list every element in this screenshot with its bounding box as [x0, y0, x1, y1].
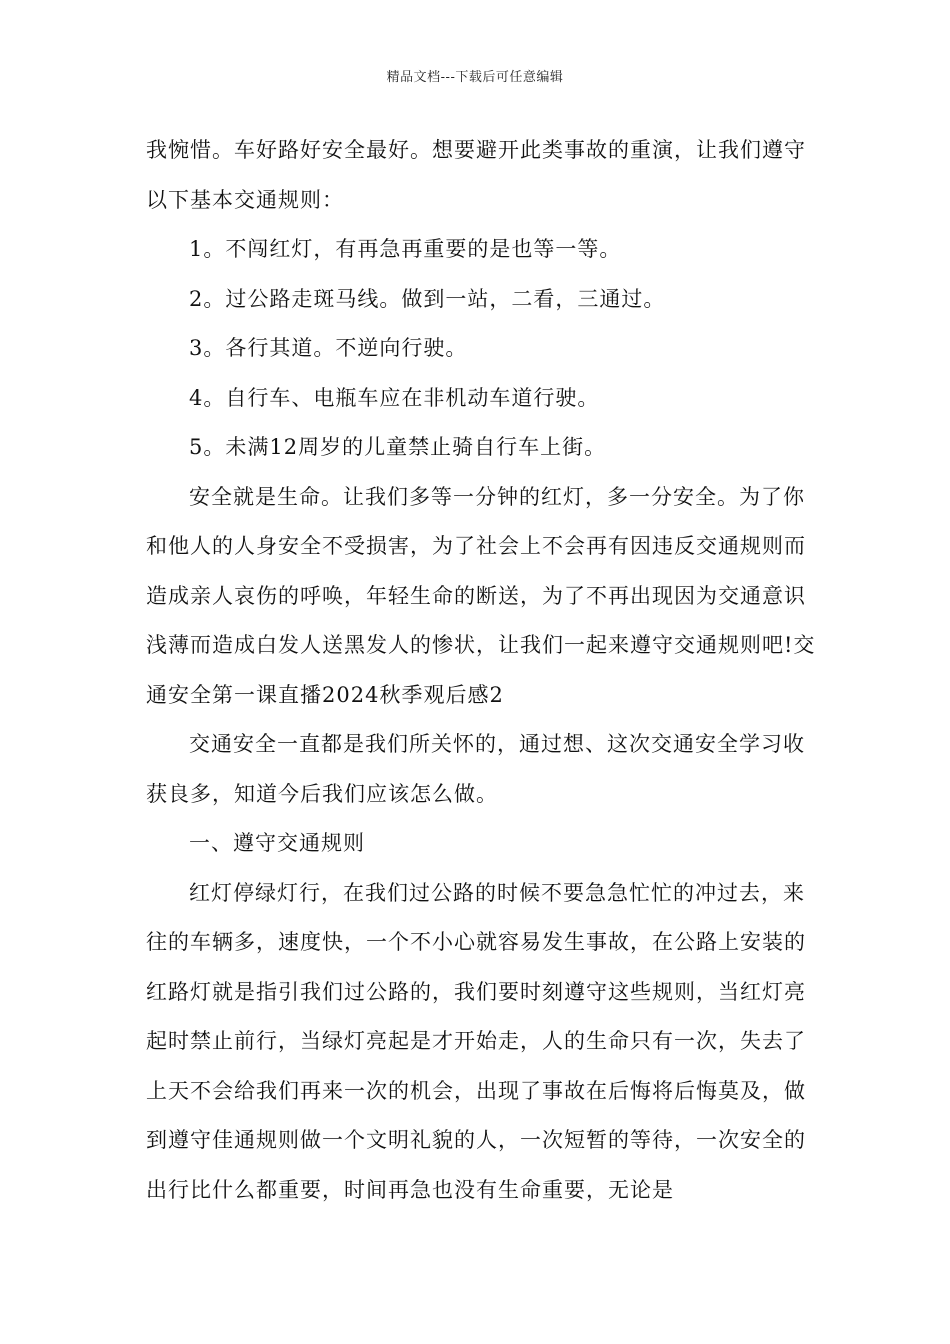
- paragraph-traffic-lights: 红灯停绿灯行，在我们过公路的时候不要急急忙忙的冲过去，来往的车辆多，速度快，一个不小心就容易发生事故，在公路上安装的红路灯就是指引我们过公路的，我们要时刻遵守这些规则，当红灯亮起时禁止前行，当绿灯亮起是才开始走，人的生命只有一次，失去了上天不会给我们再来一次的机会，出现了事故在后悔将后悔莫及，做到遵守佳通规则做一个文明礼貌的人，一次短暂的等待，一次安全的出行比什么都重要，时间再急也没有生命重要，无论是: [146, 880, 806, 1202]
- rule-item-5: 5。未满12周岁的儿童禁止骑自行车上街。: [189, 435, 607, 459]
- rule-item-3: 3。各行其道。不逆向行驶。: [189, 336, 468, 360]
- page-header: 精品文档---下载后可任意编辑: [386, 70, 564, 85]
- paragraph-intro-2: 交通安全一直都是我们所关怀的，通过想、这次交通安全学习收获良多，知道今后我们应该怎么做。: [146, 732, 805, 806]
- paragraph-safety: 安全就是生命。让我们多等一分钟的红灯，多一分安全。为了你和他人的人身安全不受损害，为了社会上不会再有因违反交通规则而造成亲人哀伤的呼唤，年轻生命的断送，为了不再出现因为交通意识浅薄而造成白发人送黑发人的惨状，让我们一起来遵守交通规则吧!交通安全第一课直播2024秋季观后感2: [146, 484, 816, 707]
- rule-item-4: 4。自行车、电瓶车应在非机动车道行驶。: [189, 385, 600, 410]
- document-body: [146, 126, 824, 1215]
- rule-item-1: 1。不闯红灯，有再急再重要的是也等一等。: [189, 237, 622, 261]
- rule-item-2: 2。过公路走斑马线。做到一站，二看，三通过。: [189, 286, 666, 311]
- paragraph-1: 我惋惜。车好路好安全最好。想要避开此类事故的重演，让我们遵守以下基本交通规则：: [146, 138, 806, 212]
- section-heading-1: 一、遵守交通规则: [189, 831, 365, 855]
